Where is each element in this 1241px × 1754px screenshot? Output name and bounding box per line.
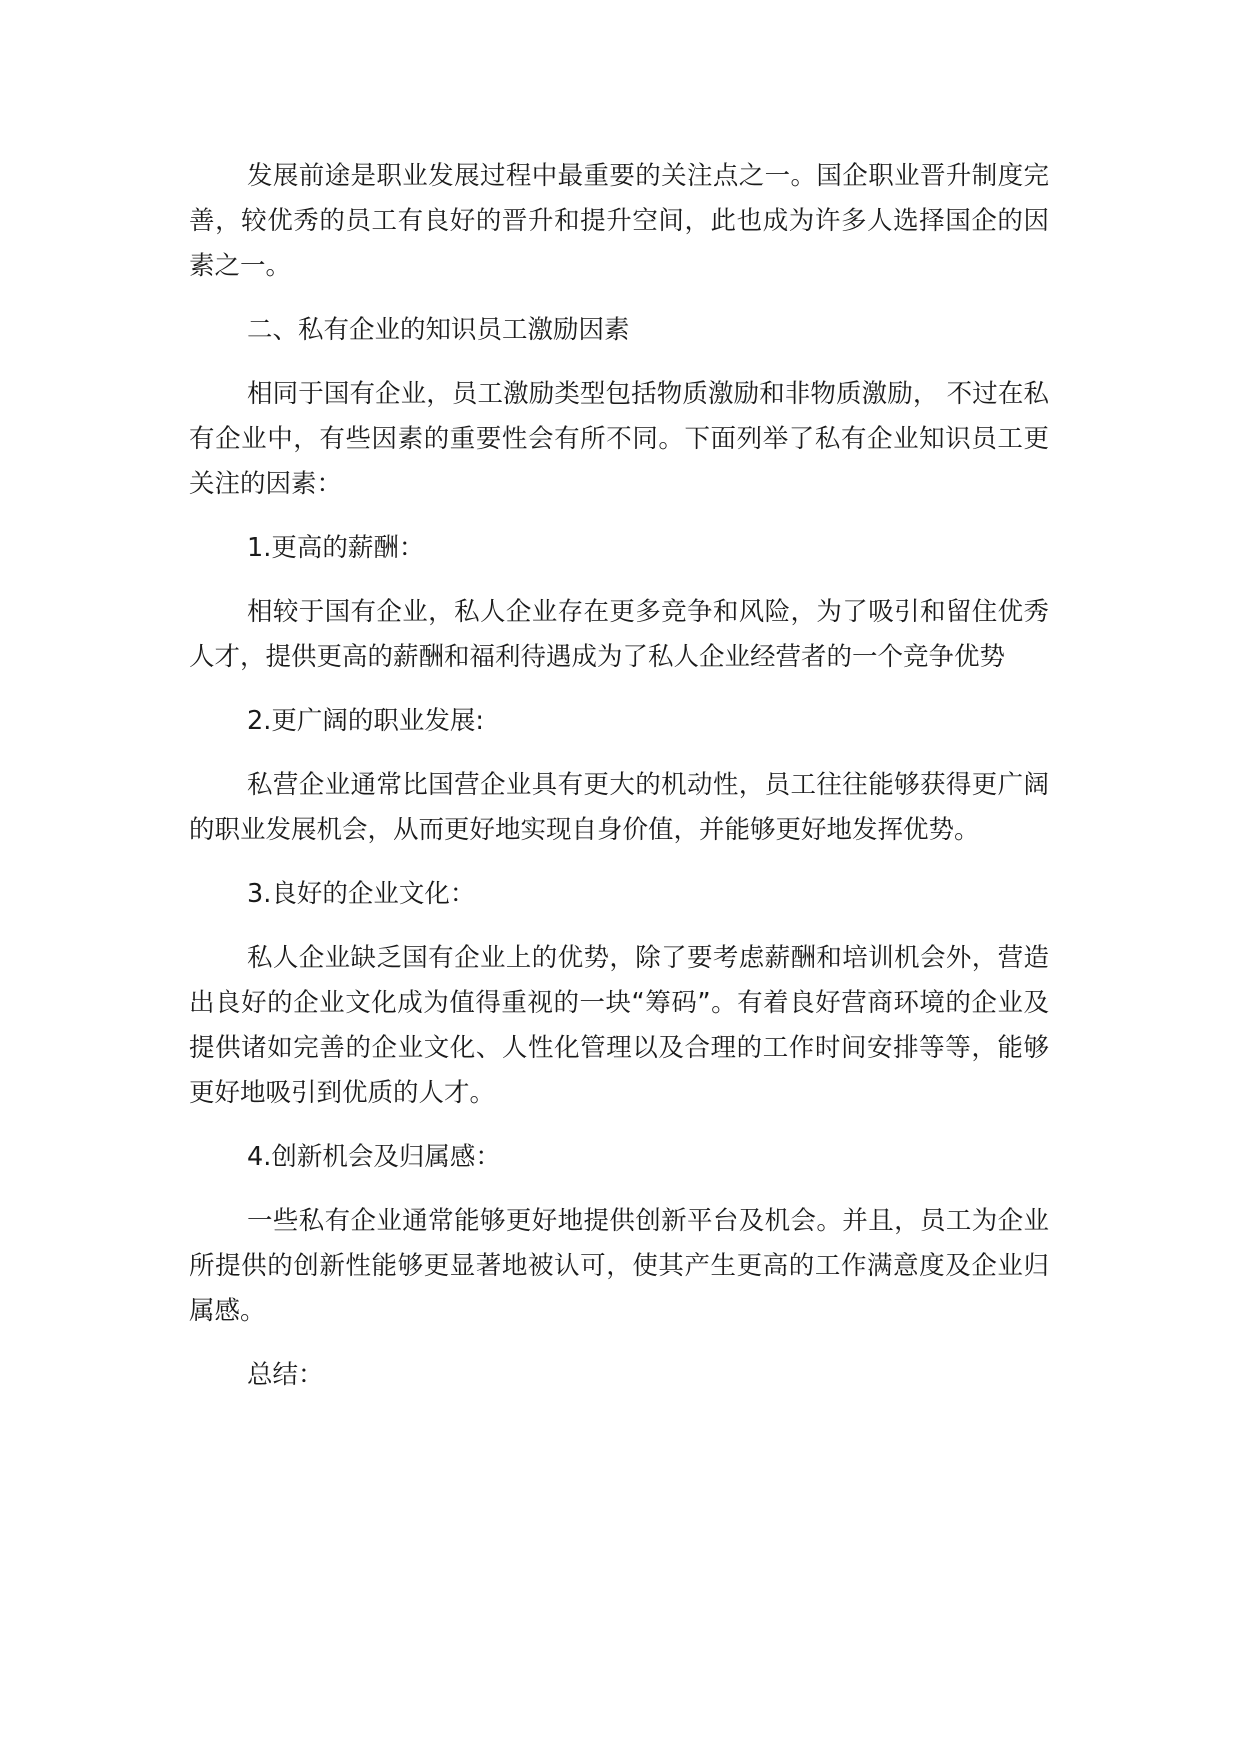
- paragraph-innovation: 一些私有企业通常能够更好地提供创新平台及机会。并且，员工为企业所提供的创新性能够更显著地被认可，使其产生更高的工作满意度及企业归属感。: [189, 1206, 1049, 1326]
- paragraph-career-prospects: 发展前途是职业发展过程中最重要的关注点之一。国企职业晋升制度完善，较优秀的员工有良好的晋升和提升空间，此也成为许多人选择国企的因素之一。: [189, 161, 1049, 281]
- paragraph-higher-pay: 相较于国有企业，私人企业存在更多竞争和风险，为了吸引和留住优秀人才，提供更高的薪酬和福利待遇成为了私人企业经营者的一个竞争优势: [189, 597, 1049, 672]
- summary-heading: 总结：: [247, 1360, 324, 1390]
- paragraph-career-development: 私营企业通常比国营企业具有更大的机动性，员工往往能够获得更广阔的职业发展机会，从而更好地实现自身价值，并能够更好地发挥优势。: [189, 770, 1049, 845]
- item-heading-corporate-culture: 3.良好的企业文化：: [247, 879, 476, 909]
- document-body: [189, 154, 1049, 1417]
- section-heading-private-enterprise: 二、私有企业的知识员工激励因素: [247, 315, 630, 345]
- paragraph-corporate-culture: 私人企业缺乏国有企业上的优势，除了要考虑薪酬和培训机会外，营造出良好的企业文化成为值得重视的一块“筹码”。有着良好营商环境的企业及提供诸如完善的企业文化、人性化管理以及合理的工作时间安排等等，能够更好地吸引到优质的人才。: [189, 943, 1049, 1108]
- item-heading-career-development: 2.更广阔的职业发展:: [247, 706, 484, 736]
- item-heading-innovation: 4.创新机会及归属感：: [247, 1142, 501, 1172]
- item-heading-higher-pay: 1.更高的薪酬：: [247, 533, 425, 563]
- paragraph-private-intro: 相同于国有企业，员工激励类型包括物质激励和非物质激励， 不过在私有企业中，有些因素的重要性会有所不同。下面列举了私有企业知识员工更关注的因素：: [189, 379, 1049, 499]
